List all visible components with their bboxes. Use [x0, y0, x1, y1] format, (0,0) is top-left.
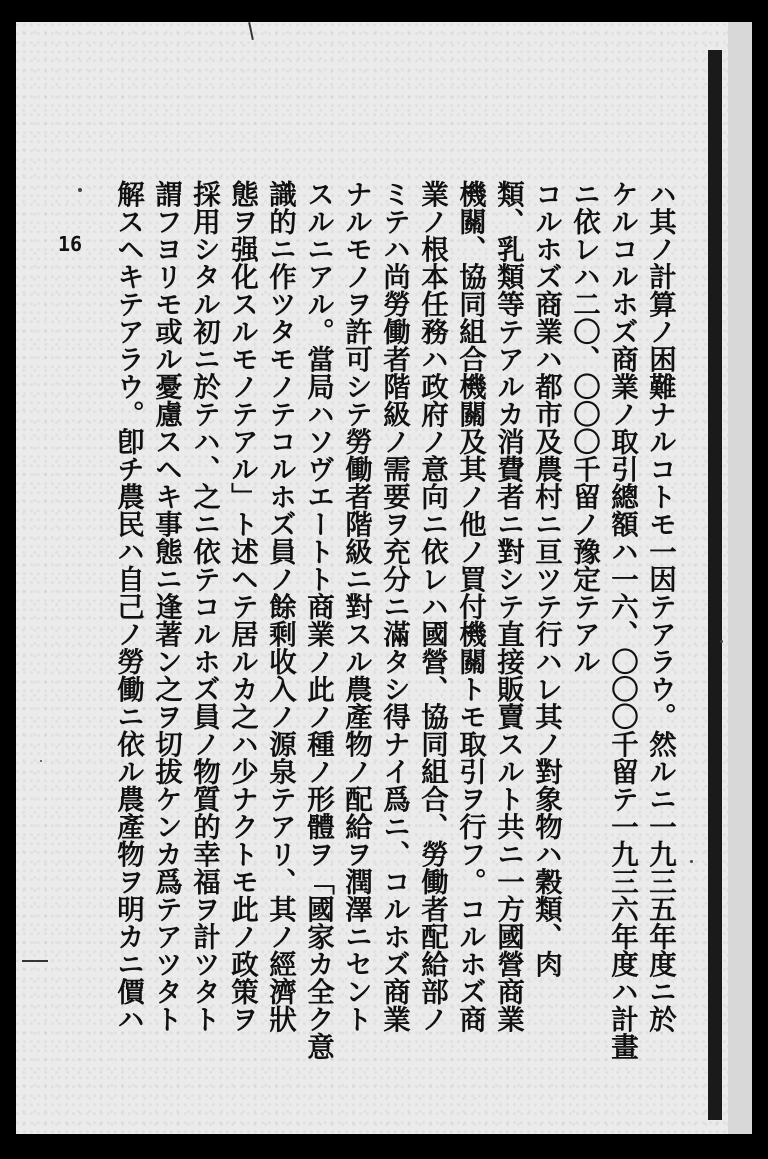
page-number: 16: [58, 232, 83, 256]
text-column-8: ミテハ尚勞働者階級ノ需要ヲ充分ニ滿タシ得ナイ爲ニ、コルホズ商業: [378, 180, 410, 1033]
paper-speck: [78, 188, 82, 192]
text-column-12: 態ヲ强化スルモノテアル」ト述ヘテ居ルカ之ハ少ナクトモ此ノ政策ヲ: [226, 180, 258, 1033]
text-column-14: 謂フヨリモ或ル憂慮スヘキ事態ニ逢著ン之ヲ切拔ケンカ爲テアツタト: [150, 180, 182, 1033]
text-column-7: 業ノ根本任務ハ政府ノ意向ニ依レハ國營、協同組合、勞働者配給部ノ: [416, 180, 448, 1033]
paper-speck: [720, 640, 723, 643]
text-column-3: ニ依レハ二〇、〇〇〇千留ノ豫定テアル: [568, 180, 600, 675]
binding-shadow: [708, 50, 722, 1120]
text-column-9: ナルモノヲ許可シテ勞働者階級ニ對スル農產物ノ配給ヲ潤澤ニセント: [340, 180, 372, 1033]
text-column-2: ケルコルホズ商業ノ取引總額ハ一六、〇〇〇千留テ一九三六年度ハ計畫: [606, 180, 638, 1060]
text-column-5: 類、乳類等テアルカ消費者ニ對シテ直接販賣スルト共ニ一方國營商業: [492, 180, 524, 1033]
text-column-6: 機關、協同組合機關及其ノ他ノ買付機關トモ取引ヲ行フ。コルホズ商: [454, 180, 486, 1033]
paper-speck: [40, 760, 42, 762]
text-column-11: 識的ニ作ツタモノテコルホズ員ノ餘剩收入ノ源泉テアリ、其ノ經濟狀: [264, 180, 296, 1033]
text-column-15: 解スヘキテアラウ。卽チ農民ハ自己ノ勞働ニ依ル農產物ヲ明カニ價ハ: [112, 180, 144, 1033]
text-column-13: 採用シタル初ニ於テハ、之ニ依テコルホズ員ノ物質的幸福ヲ計ツタト: [188, 180, 220, 1033]
text-column-10: スルニアル。當局ハソヴエートト商業ノ此ノ種ノ形體ヲ「國家カ全ク意: [302, 180, 334, 1060]
page-edge: [728, 22, 752, 1134]
margin-mark: [22, 960, 48, 962]
text-column-4: コルホズ商業ハ都市及農村ニ亘ツテ行ハレ其ノ對象物ハ穀類、肉: [530, 180, 562, 978]
text-column-1: ハ其ノ計算ノ困難ナルコトモ一因テアラウ。然ルニ一九三五年度ニ於: [644, 180, 676, 1033]
paper-speck: [690, 860, 693, 863]
